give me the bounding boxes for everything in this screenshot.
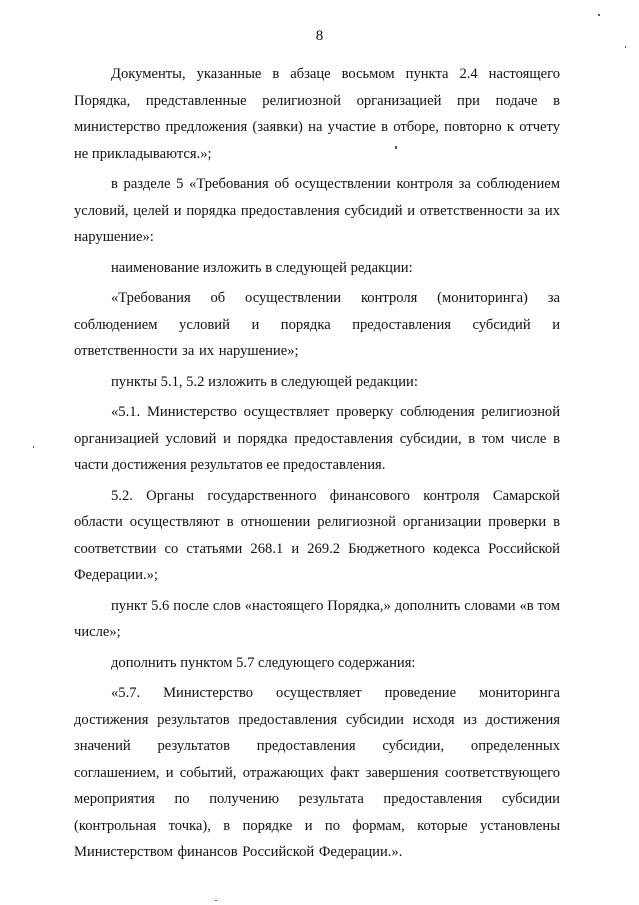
page-number: 8 [315, 28, 324, 44]
document-body [74, 61, 560, 870]
scan-speck [598, 14, 600, 16]
scan-speck [215, 900, 217, 901]
paragraph-new-title: «Требования об осуществлении контроля (мониторинга) за соблюдением условий и порядка предоставления субсидий и ответственности за их нарушение»; [74, 290, 560, 359]
paragraph-points-5-1-5-2: пункты 5.1, 5.2 изложить в следующей редакции: [111, 373, 418, 390]
paragraph-section-5-intro: в разделе 5 «Требования об осуществлении контроля за соблюдением условий, целей и порядка предоставления субсидий и ответственности за их нарушение»: [74, 176, 560, 245]
paragraph-point-5-2: 5.2. Органы государственного финансового контроля Самарской области осуществляют в отношении религиозной организации проверки в соответствии со статьями 268.1 и 269.2 Бюджетного кодекса Российской Федерации.»; [74, 487, 560, 583]
paragraph-documents-not-attached: Документы, указанные в абзаце восьмом пункта 2.4 настоящего Порядка, представленные религиозной организацией при подаче в министерство предложения (заявки) на участие в отборе, повторно к отчету не прикладываются.»; [74, 66, 560, 162]
paragraph-title-change: наименование изложить в следующей редакции: [111, 259, 413, 276]
scan-speck [395, 146, 397, 149]
paragraph-point-5-6: пункт 5.6 после слов «настоящего Порядка,» дополнить словами «в том числе»; [74, 597, 560, 640]
paragraph-add-point-5-7: дополнить пунктом 5.7 следующего содержания: [111, 654, 416, 671]
scan-speck [625, 46, 626, 48]
paragraph-point-5-7: «5.7. Министерство осуществляет проведение мониторинга достижения результатов предоставления субсидии исходя из достижения значений результатов предоставления субсидии, определенных соглашением, и событий, отражающих факт завершения соответствующего мероприятия по получению результата предоставления субсидии (контрольная точка), в порядке и по формам, которые установлены Министерством финансов Российской Федерации.». [74, 685, 560, 860]
paragraph-point-5-1: «5.1. Министерство осуществляет проверку соблюдения религиозной организацией условий и порядка предоставления субсидии, в том числе в части достижения результатов ее предоставления. [74, 404, 560, 473]
scan-speck [33, 446, 34, 448]
